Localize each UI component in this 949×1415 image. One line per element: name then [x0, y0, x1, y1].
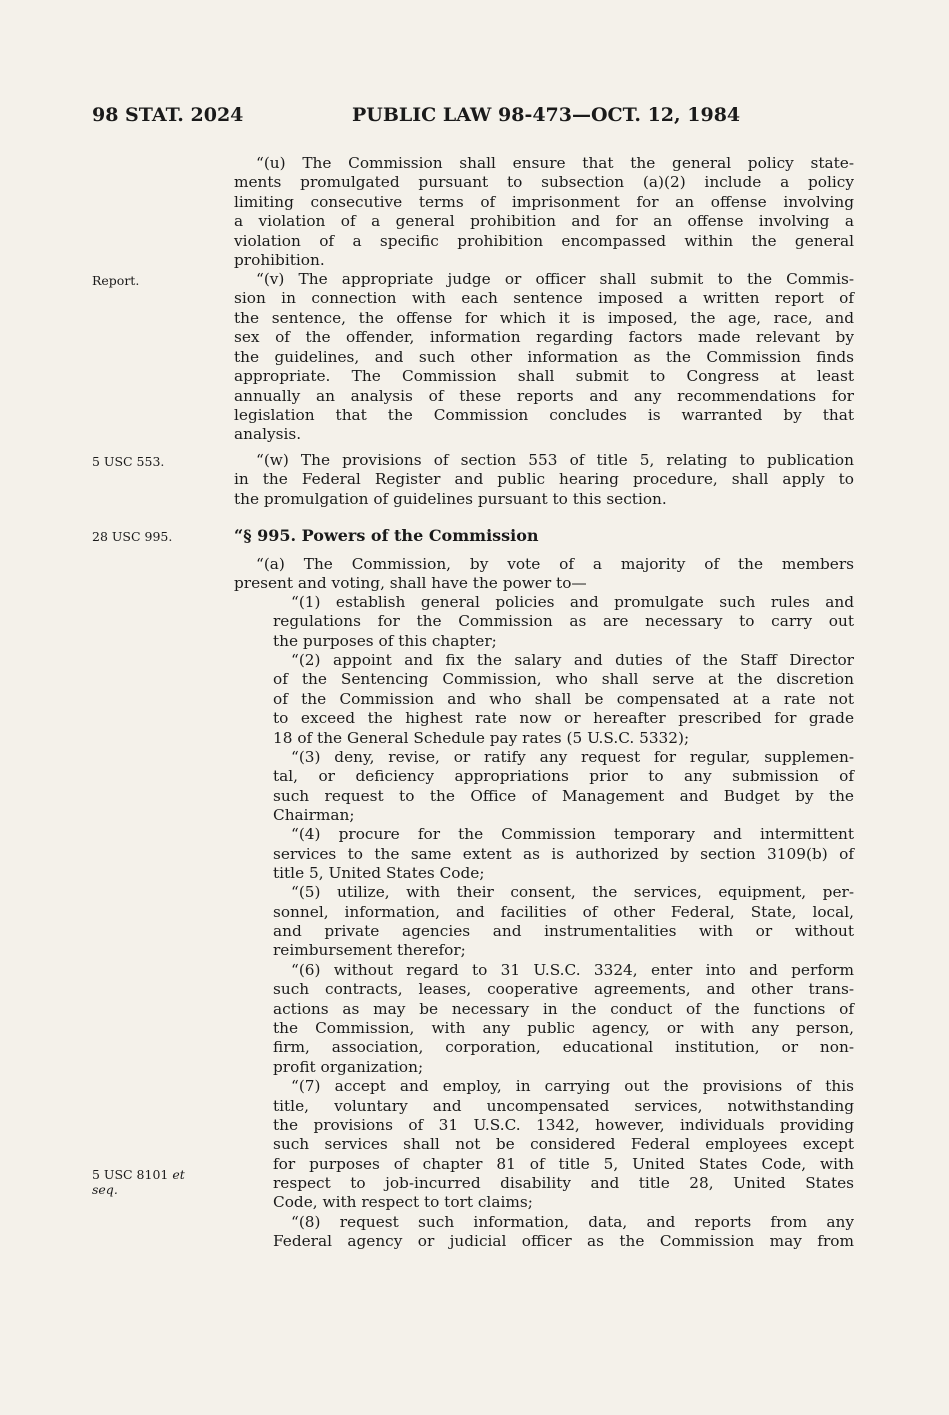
text-line: “(u) The Commission shall ensure that the general policy state- — [256, 154, 854, 172]
text-line: the Commission, with any public agency, or with any person, — [273, 1019, 854, 1037]
text-line: “(5) utilize, with their consent, the services, equipment, per- — [291, 883, 854, 901]
text-line: Federal agency or judicial officer as the Commission may from — [273, 1232, 854, 1250]
text-line: such request to the Office of Management and Budget by the — [273, 787, 854, 805]
text-line: reimbursement therefor; — [273, 941, 466, 959]
text-line: sion in connection with each sentence imposed a written report of — [234, 289, 854, 307]
margin-note-italic-line2: seq. — [92, 1182, 118, 1197]
text-line: “(v) The appropriate judge or officer shall submit to the Commis- — [256, 270, 854, 288]
running-header-title: PUBLIC LAW 98-473—OCT. 12, 1984 — [352, 104, 741, 126]
text-line: ments promulgated pursuant to subsection (a)(2) include a policy — [234, 173, 854, 191]
text-line: a violation of a general prohibition and for an offense involving a — [234, 212, 854, 230]
text-line: profit organization; — [273, 1058, 424, 1076]
text-line: “(w) The provisions of section 553 of title 5, relating to publication — [256, 451, 854, 469]
text-line: legislation that the Commission concludes is warranted by that — [234, 406, 854, 424]
text-line: limiting consecutive terms of imprisonment for an offense involving — [234, 193, 854, 211]
text-line: “(8) request such information, data, and reports from any — [291, 1213, 854, 1231]
text-line: “(2) appoint and fix the salary and duties of the Staff Director — [291, 651, 854, 669]
text-line: to exceed the highest rate now or hereafter prescribed for grade — [273, 709, 854, 727]
text-line: sonnel, information, and facilities of other Federal, State, local, — [273, 903, 854, 921]
text-line: for purposes of chapter 81 of title 5, United States Code, with — [273, 1155, 854, 1173]
text-line: the guidelines, and such other information as the Commission finds — [234, 348, 854, 366]
margin-note-5-usc-8101 — [92, 1167, 185, 1197]
text-line: the promulgation of guidelines pursuant to this section. — [234, 490, 667, 508]
text-line: the provisions of 31 U.S.C. 1342, however, individuals providing — [273, 1116, 854, 1134]
text-line: such services shall not be considered Federal employees except — [273, 1135, 854, 1153]
text-line: “(4) procure for the Commission temporary and intermittent — [291, 825, 854, 843]
text-line: “(a) The Commission, by vote of a majority of the members — [256, 555, 854, 573]
text-line: “(7) accept and employ, in carrying out the provisions of this — [291, 1077, 854, 1095]
margin-note-5-usc-553: 5 USC 553. — [92, 454, 165, 469]
text-line: violation of a specific prohibition encompassed within the general — [234, 232, 854, 250]
text-line: “(6) without regard to 31 U.S.C. 3324, enter into and perform — [291, 961, 854, 979]
text-line: respect to job-incurred disability and title 28, United States — [273, 1174, 854, 1192]
text-line: tal, or deficiency appropriations prior to any submission of — [273, 767, 854, 785]
text-line: sex of the offender, information regarding factors made relevant by — [234, 328, 854, 346]
margin-note-text: 5 USC 8101 — [92, 1167, 169, 1182]
text-line: appropriate. The Commission shall submit to Congress at least — [234, 367, 854, 385]
text-line: analysis. — [234, 425, 302, 443]
section-heading: “§ 995. Powers of the Commission — [234, 526, 539, 545]
text-line: such contracts, leases, cooperative agreements, and other trans- — [273, 980, 854, 998]
text-line: title 5, United States Code; — [273, 864, 485, 882]
text-line: in the Federal Register and public hearing procedure, shall apply to — [234, 470, 854, 488]
text-line: 18 of the General Schedule pay rates (5 U.S.C. 5332); — [273, 729, 690, 747]
text-line: title, voluntary and uncompensated services, notwithstanding — [273, 1097, 854, 1115]
text-line: the sentence, the offense for which it is imposed, the age, race, and — [234, 309, 854, 327]
text-line: firm, association, corporation, educational institution, or non- — [273, 1038, 854, 1056]
text-line: of the Commission and who shall be compensated at a rate not — [273, 690, 854, 708]
stat-page-number: 98 STAT. 2024 — [92, 104, 244, 126]
text-line: and private agencies and instrumentalities with or without — [273, 922, 854, 940]
text-line: “(1) establish general policies and promulgate such rules and — [291, 593, 854, 611]
text-line: annually an analysis of these reports and any recommendations for — [234, 387, 854, 405]
text-line: regulations for the Commission as are necessary to carry out — [273, 612, 854, 630]
margin-note-28-usc-995: 28 USC 995. — [92, 529, 173, 544]
margin-note-italic: et — [172, 1167, 185, 1182]
text-line: Code, with respect to tort claims; — [273, 1193, 533, 1211]
text-line: prohibition. — [234, 251, 325, 269]
text-line: the purposes of this chapter; — [273, 632, 497, 650]
text-line: present and voting, shall have the power to— — [234, 574, 587, 592]
text-line: actions as may be necessary in the conduct of the functions of — [273, 1000, 854, 1018]
text-line: of the Sentencing Commission, who shall serve at the discretion — [273, 670, 854, 688]
text-line: Chairman; — [273, 806, 355, 824]
margin-note-report: Report. — [92, 273, 140, 288]
text-line: “(3) deny, revise, or ratify any request for regular, supplemen- — [291, 748, 854, 766]
text-line: services to the same extent as is authorized by section 3109(b) of — [273, 845, 854, 863]
